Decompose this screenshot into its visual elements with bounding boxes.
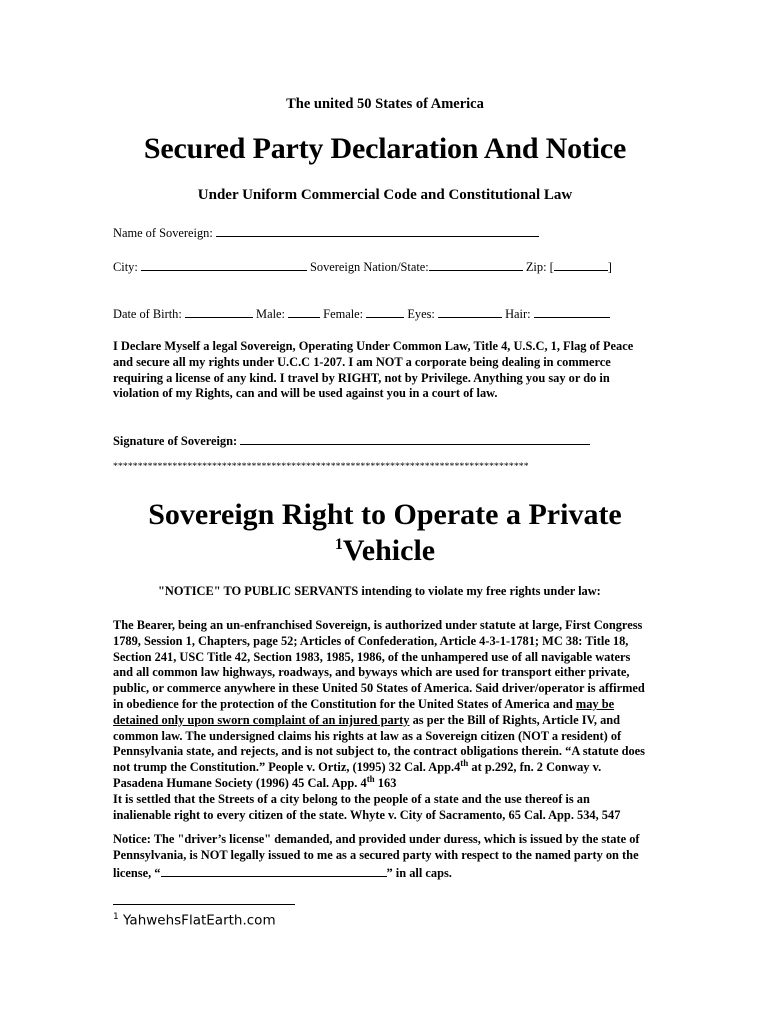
notice-line: license, “ ” in all caps. [113,865,452,880]
bearer-line: Section 241, USC Title 42, Section 1983, 1985, 1986, of the unhampered use of all navigable waters [113,649,631,664]
declaration-line: I Declare Myself a legal Sovereign, Operating Under Common Law, Title 4, U.S.C, 1, Flag of Peace [113,339,634,353]
female-field[interactable] [366,305,404,318]
footnote-text: YahwehsFlatEarth.com [123,912,276,929]
male-label: Male: [256,307,285,321]
underlined-text: detained only upon sworn complaint of an injured party [113,712,410,727]
underlined-text: may be [575,696,615,711]
notice-line: Pennsylvania, is NOT legally issued to me as a secured party with respect to the named party on the [113,847,639,862]
nation-field[interactable] [429,258,523,271]
bearer-line: detained only upon sworn complaint of an injured party as per the Bill of Rights, Article IV, and [113,712,621,727]
name-field[interactable] [216,224,539,237]
city-row [113,258,612,275]
bearer-line: The Bearer, being an un-enfranchised Sovereign, is authorized under statute at large, First Congress [113,618,643,632]
male-field[interactable] [288,305,320,318]
bearer-line: inalienable right to every citizen of the state. Whyte v. City of Sacramento, 65 Cal. App. 534, 547 [113,807,621,822]
footnote-number: 1 [113,912,119,922]
bearer-line: common law. The undersigned claims his rights at law as a Sovereign citizen (NOT a resident) of [113,728,622,743]
section-title [0,497,770,569]
section-title-line1: Sovereign Right to Operate a Private [148,498,622,531]
name-label: Name of Sovereign: [113,226,213,240]
dob-row [113,305,610,322]
signature-field[interactable] [240,432,590,445]
bearer-line: not trump the Constitution.” People v. Ortiz, (1995) 32 Cal. App.4th at p.292, fn. 2 Conway v. [113,758,602,775]
female-label: Female: [323,307,364,321]
zip-label: Zip: [ [525,260,554,274]
name-row [113,224,539,241]
signature-label: Signature of Sovereign: [113,434,238,448]
footnote-separator [113,904,295,905]
hair-field[interactable] [534,305,610,318]
asterisk-divider: ************************************************************************************ [113,461,529,472]
top-title: The united 50 States of America [286,96,484,112]
bearer-line: 1789, Session 1, Chapters, page 52; Articles of Confederation, Article 4-3-1-1781; MC 38: Title 18, [113,633,629,648]
footnote-ref: 1 [334,536,343,553]
bearer-line: in obedience for the protection of the Constitution for the United States of America and may be [113,696,615,711]
notice-heading: "NOTICE" TO PUBLIC SERVANTS intending to violate my free rights under law: [158,584,601,598]
declaration-line: and secure all my rights under U.C.C 1-207. I am NOT a corporate being dealing in commerce [113,354,611,369]
license-notice-paragraph [113,832,653,881]
city-label: City: [113,260,138,274]
notice-line: Notice: The "driver’s license" demanded, and provided under duress, which is issued by the state of [113,832,640,846]
bearer-paragraph [113,618,653,823]
eyes-field[interactable] [438,305,502,318]
bearer-line: Pasadena Humane Society (1996) 45 Cal. App. 4th 163 [113,773,397,790]
bearer-line: Pennsylvania state, and rejects, and is not subject to, the contract obligations therein. “A statute does [113,744,645,759]
city-field[interactable] [141,258,307,271]
zip-field[interactable] [554,258,608,271]
license-name-field[interactable] [161,864,387,877]
zip-close: ] [607,260,612,274]
nation-label: Sovereign Nation/State: [310,260,429,274]
dob-label: Date of Birth: [113,307,182,321]
hair-label: Hair: [505,307,531,321]
signature-row [113,432,590,449]
bearer-line: It is settled that the Streets of a city belong to the people of a state and the use thereof is an [113,791,590,806]
main-title: Secured Party Declaration And Notice [143,132,627,165]
footnote [113,912,276,929]
subtitle: Under Uniform Commercial Code and Constitutional Law [197,187,573,203]
bearer-line: public, or commerce anywhere in these United 50 States of America. Said driver/operator is affirmed [113,681,645,696]
section-title-line2: $^1$Vehicle [334,534,436,567]
eyes-label: Eyes: [407,307,435,321]
bearer-line: and all common law highways, roadways, and byways which are used for transport either private, [113,665,630,680]
declaration-line: violation of my Rights, can and will be used against you in a court of law. [113,386,498,401]
dob-field[interactable] [185,305,253,318]
declaration-paragraph [113,339,653,402]
declaration-line: requiring a license of any kind. I travel by RIGHT, not by Privilege. Anything you say or do in [113,370,610,385]
